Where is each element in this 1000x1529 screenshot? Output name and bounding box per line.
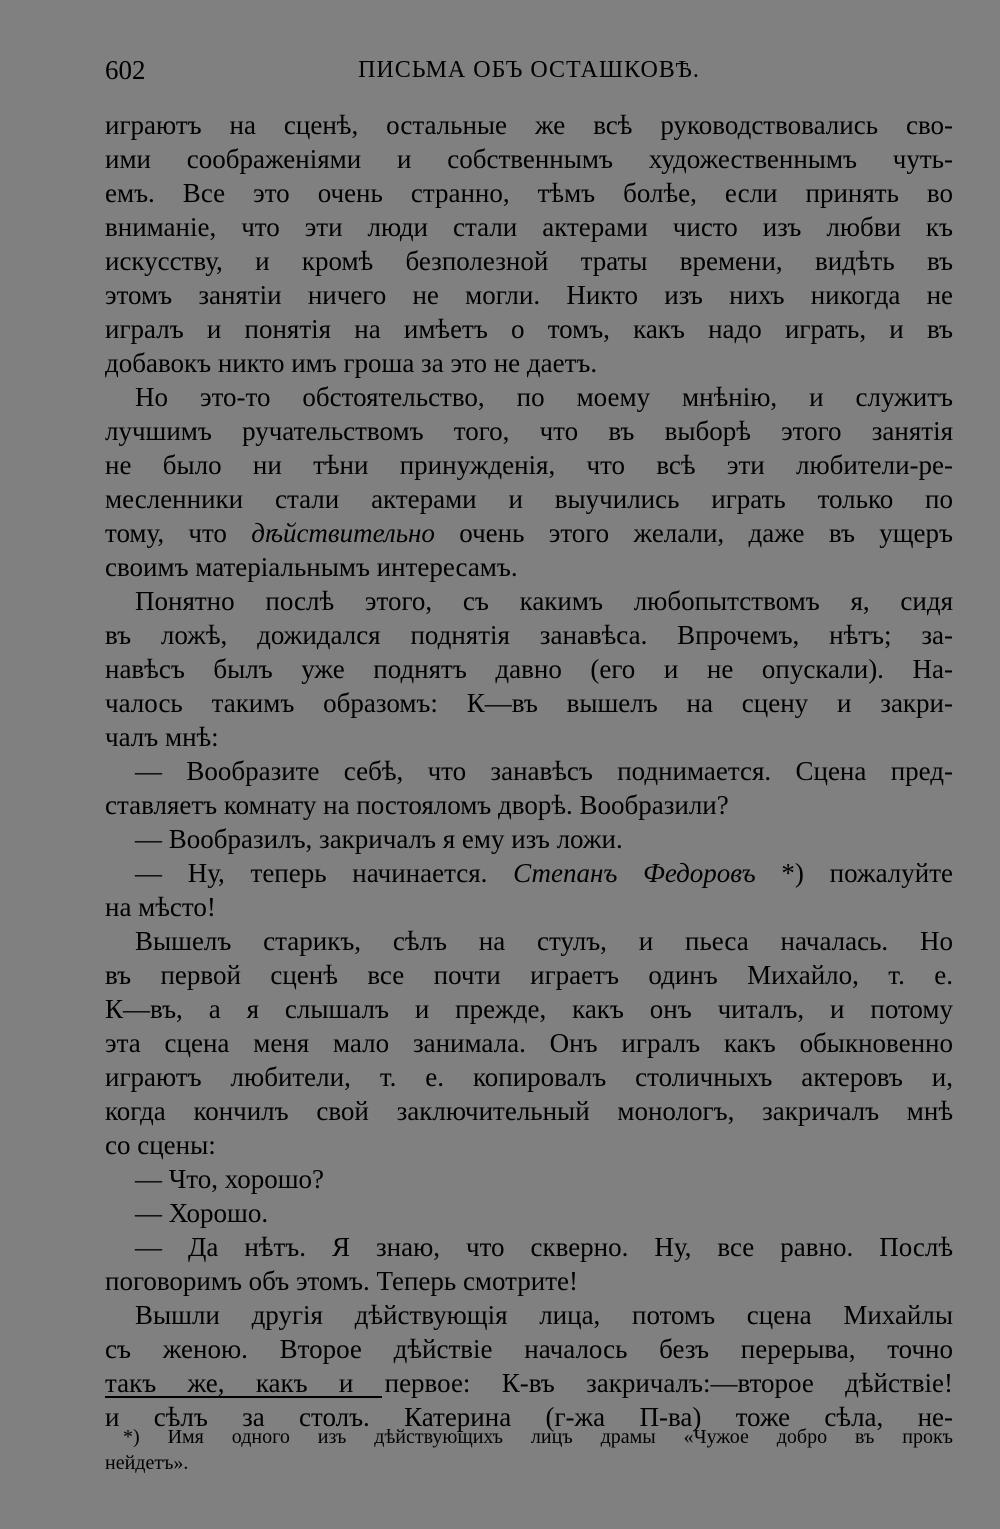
text-line: — Хорошо. xyxy=(135,1198,269,1228)
page-header xyxy=(105,55,953,91)
text-line: своимъ матеріальнымъ интересамъ. xyxy=(105,552,518,582)
footnote-line: *) Имя одного изъ дѣйствующихъ лицъ драмы «Чужое добро въ прокъ xyxy=(123,1426,953,1448)
text-line: лучшимъ ручательствомъ того, что въ выборѣ этого занятія xyxy=(105,416,953,446)
text-line: такъ же, какъ и первое: К-въ закричалъ:—второе дѣйствіе! xyxy=(105,1368,953,1398)
text-line: Вышли другія дѣйствующія лица, потомъ сцена Михайлы xyxy=(135,1300,953,1330)
text-line: емъ. Все это очень странно, тѣмъ болѣе, если принять во xyxy=(105,178,953,208)
text-line: навѣсъ былъ уже поднятъ давно (его и не опускали). На- xyxy=(105,654,953,684)
text-line: когда кончилъ свой заключительный монологъ, закричалъ мнѣ xyxy=(105,1096,953,1126)
text-line: играютъ любители, т. е. копировалъ столичныхъ актеровъ и, xyxy=(105,1062,953,1092)
text-line: — Да нѣтъ. Я знаю, что скверно. Ну, все равно. Послѣ xyxy=(135,1232,953,1262)
text-line: Вышелъ старикъ, сѣлъ на стулъ, и пьеса началась. Но xyxy=(135,926,953,956)
text-line: на мѣсто! xyxy=(105,892,216,922)
text-line: добавокъ никто имъ гроша за это не даетъ. xyxy=(105,348,598,378)
text-line: эта сцена меня мало занимала. Онъ игралъ какъ обыкновенно xyxy=(105,1028,953,1058)
text-run: тому, что xyxy=(105,518,252,548)
text-line: чалъ мнѣ: xyxy=(105,722,219,752)
text-line: месленники стали актерами и выучились играть только по xyxy=(105,484,953,514)
text-line: К—въ, а я слышалъ и прежде, какъ онъ читалъ, и потому xyxy=(105,994,953,1024)
text-line: чалось такимъ образомъ: К—въ вышелъ на сцену и закри- xyxy=(105,688,953,718)
text-line: ими соображеніями и собственнымъ художественнымъ чуть- xyxy=(105,144,953,174)
page-number: 602 xyxy=(105,55,146,85)
text-line: искусству, и кромѣ безполезной траты времени, видѣть въ xyxy=(105,246,953,276)
text-line: — Вообразите себѣ, что занавѣсъ поднимается. Сцена пред- xyxy=(135,756,953,786)
text-line: — Что, хорошо? xyxy=(135,1164,324,1194)
text-line: вниманіе, что эти люди стали актерами чисто изъ любви къ xyxy=(105,212,953,242)
text-line: съ женою. Второе дѣйствіе началось безъ перерыва, точно xyxy=(105,1334,953,1364)
text-run: — Ну, теперь начинается. xyxy=(135,858,514,888)
footnote xyxy=(105,1424,953,1476)
text-line: и сѣлъ за столъ. Катерина (г-жа П-ва) тоже сѣла, не- xyxy=(105,1402,953,1432)
text-line: игралъ и понятія на имѣетъ о томъ, какъ надо играть, и въ xyxy=(105,314,953,344)
text-line: играютъ на сценѣ, остальные же всѣ руководствовались сво- xyxy=(105,110,953,140)
footnote-divider xyxy=(105,1396,382,1398)
footnote-line: нейдетъ». xyxy=(105,1452,189,1474)
text-line-with-italic xyxy=(105,516,953,550)
text-line: не было ни тѣни принужденія, что всѣ эти любители-ре- xyxy=(105,450,953,480)
text-line: — Вообразилъ, закричалъ я ему изъ ложи. xyxy=(135,824,623,854)
running-title: ПИСЬМА ОБЪ ОСТАШКОВѢ. xyxy=(358,57,700,83)
text-line: Но это-то обстоятельство, по моему мнѣнію, и служитъ xyxy=(135,382,953,412)
text-line: этомъ занятіи ничего не могли. Никто изъ нихъ никогда не xyxy=(105,280,953,310)
italic-character-name: Степанъ Федоровъ xyxy=(513,858,756,888)
text-line: въ первой сценѣ все почти играетъ одинъ Михайло, т. е. xyxy=(105,960,953,990)
text-line: ставляетъ комнату на постояломъ дворѣ. Вообразили? xyxy=(105,790,729,820)
italic-emphasis: дѣйствительно xyxy=(251,518,435,548)
text-line: поговоримъ объ этомъ. Теперь смотрите! xyxy=(105,1266,579,1296)
text-run: очень этого желали, даже въ ущеръ xyxy=(434,518,953,548)
text-run: *) пожалуйте xyxy=(755,858,953,888)
text-line: въ ложѣ, дожидался поднятія занавѣса. Впрочемъ, нѣтъ; за- xyxy=(105,620,953,650)
text-line-with-italic xyxy=(105,856,953,890)
text-line: со сцены: xyxy=(105,1130,216,1160)
body-text xyxy=(105,108,953,1434)
text-line: Понятно послѣ этого, съ какимъ любопытствомъ я, сидя xyxy=(135,586,953,616)
